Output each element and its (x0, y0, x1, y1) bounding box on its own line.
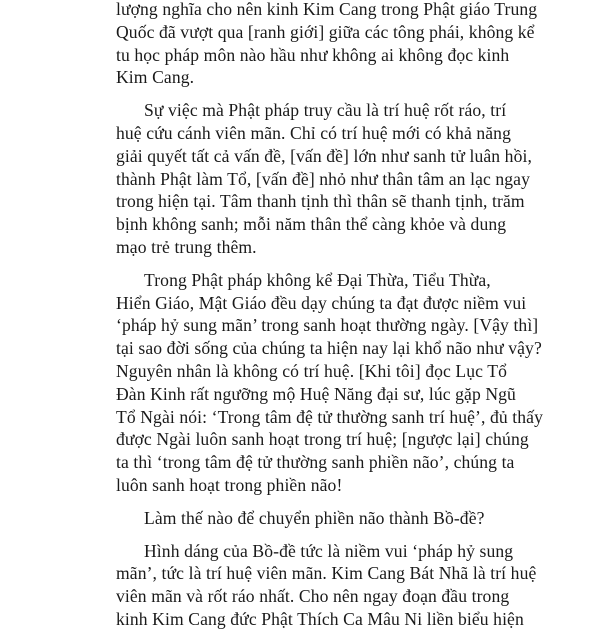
text-line: Hình dáng của Bồ-đề tức là niềm vui ‘pháp hỷ sung (144, 540, 514, 561)
text-line: viên mãn và rốt ráo nhất. Cho nên ngay đoạn đầu trong (116, 586, 510, 607)
text-line: được Ngài luôn sanh hoạt trong trí huệ; [ngược lại] chúng (116, 429, 529, 450)
text-line: kinh Kim Cang đức Phật Thích Ca Mâu Ni liền biểu hiện (116, 608, 524, 629)
paragraph-gap (116, 497, 488, 507)
text-line: ‘pháp hỷ sung mãn’ trong sanh hoạt thường ngày. [Vậy thì] (116, 315, 539, 336)
text-line: Đàn Kinh rất ngưỡng mộ Huệ Năng đại sư, lúc gặp Ngũ (116, 383, 516, 404)
text-line: trong hiện tại. Tâm thanh tịnh thì thân sẽ thanh tịnh, trăm (116, 191, 525, 212)
paragraph (116, 0, 538, 89)
text-line: tu học pháp môn nào hầu như không ai không đọc kinh (116, 44, 510, 65)
paragraph-gap (116, 259, 488, 269)
paragraph (116, 507, 488, 530)
text-line: Nguyên nhân là không có trí huệ. [Khi tôi] đọc Lục Tổ (116, 360, 507, 381)
text-line: huệ cứu cánh viên mãn. Chỉ có trí huệ mới có khả năng (116, 122, 511, 143)
text-line: Tổ Ngài nói: ‘Trong tâm đệ tử thường sanh trí huệ’, đủ thấy (116, 406, 543, 427)
paragraph (116, 99, 532, 259)
text-line: Trong Phật pháp không kể Đại Thừa, Tiểu Thừa, (144, 269, 491, 290)
text-line: Sự việc mà Phật pháp truy cầu là trí huệ rốt ráo, trí (144, 100, 507, 121)
text-line: Quốc đã vượt qua [ranh giới] giữa các tông phái, không kể (116, 21, 535, 42)
paragraph-gap (116, 89, 488, 99)
text-line: thành Phật làm Tổ, [vấn đề] nhỏ như thân tâm an lạc ngay (116, 168, 530, 189)
text-line: giải quyết tất cả vấn đề, [vấn đề] lớn như sanh tử luân hồi, (116, 145, 532, 166)
text-line: bịnh không sanh; mỗi năm thân thể càng khỏe và dung (116, 214, 507, 235)
paragraph-gap (116, 530, 488, 540)
text-line: lượng nghĩa cho nên kinh Kim Cang trong Phật giáo Trung (116, 0, 538, 19)
text-line: ta thì ‘trong tâm đệ tử thường sanh phiền não’, chúng ta (116, 452, 515, 473)
text-line: tại sao đời sống của chúng ta hiện nay lại khổ não như vậy? (116, 338, 542, 359)
text-line: Kim Cang. (116, 67, 195, 88)
body-text (116, 0, 543, 631)
paragraph (116, 269, 543, 497)
text-line: mạo trẻ trung thêm. (116, 236, 257, 257)
text-line: luôn sanh hoạt trong phiền não! (116, 474, 343, 495)
text-line: Hiển Giáo, Mật Giáo đều dạy chúng ta đạt được niềm vui (116, 292, 527, 313)
paragraph (116, 540, 537, 631)
text-line: Làm thế nào để chuyển phiền não thành Bồ-đề? (144, 507, 485, 528)
text-line: mãn’, tức là trí huệ viên mãn. Kim Cang Bát Nhã là trí huệ (116, 563, 537, 584)
